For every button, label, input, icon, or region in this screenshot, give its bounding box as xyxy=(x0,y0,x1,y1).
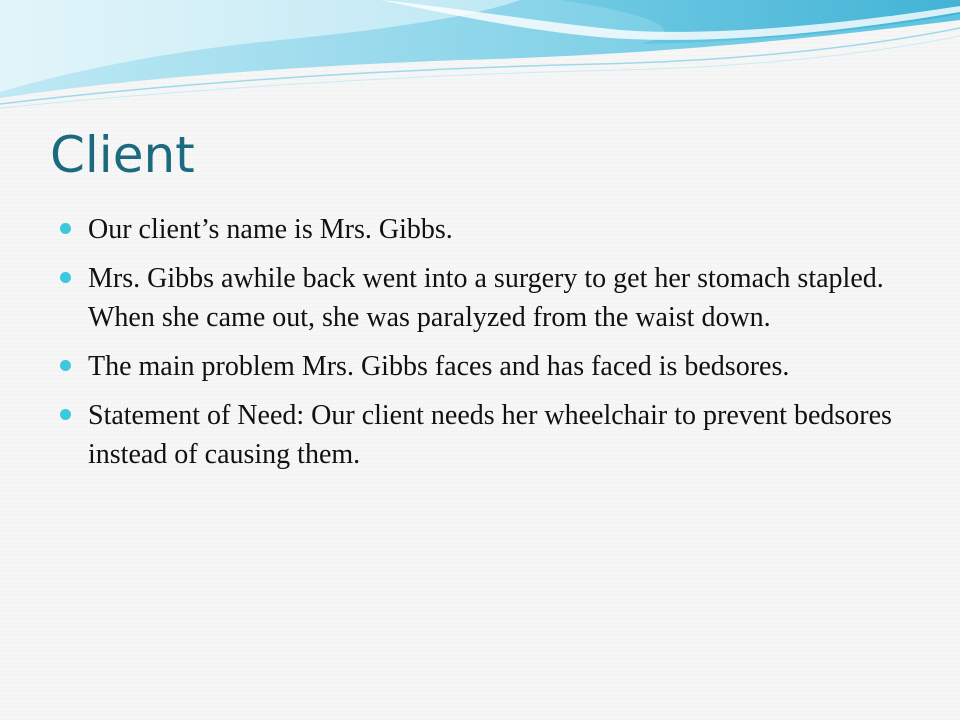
bullet-item xyxy=(60,347,920,386)
bullet-text: Mrs. Gibbs awhile back went into a surgery to get her stomach stapled. When she came out, she was paralyzed from the waist down. xyxy=(88,263,884,333)
bullet-dot-icon xyxy=(60,360,71,371)
bullet-list xyxy=(60,210,920,484)
bullet-dot-icon xyxy=(60,409,71,420)
bullet-dot-icon xyxy=(60,272,71,283)
bullet-item xyxy=(60,396,920,474)
bullet-item xyxy=(60,210,920,249)
header-wave-decoration xyxy=(0,0,960,120)
bullet-item xyxy=(60,259,920,337)
bullet-text: Statement of Need: Our client needs her wheelchair to prevent bedsores instead of causing them. xyxy=(88,400,892,470)
bullet-dot-icon xyxy=(60,223,71,234)
slide-title: Client xyxy=(50,126,195,184)
bullet-text: The main problem Mrs. Gibbs faces and has faced is bedsores. xyxy=(88,351,790,382)
bullet-text: Our client’s name is Mrs. Gibbs. xyxy=(88,214,453,245)
